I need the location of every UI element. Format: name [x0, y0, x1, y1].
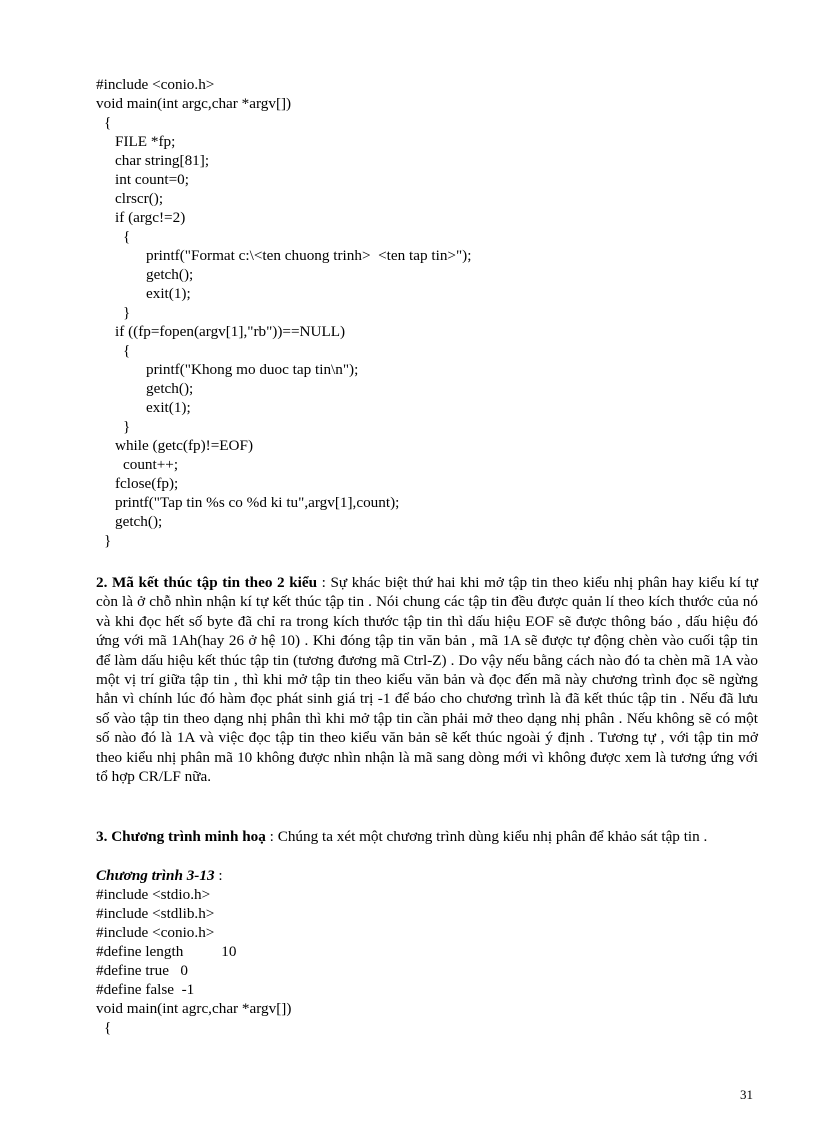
code-line: {	[104, 114, 112, 131]
code-line: while (getc(fp)!=EOF)	[115, 437, 254, 454]
code-line: #include <stdlib.h>	[96, 905, 215, 922]
code-line: count++;	[123, 456, 179, 473]
program-caption	[96, 866, 223, 885]
code-line: #include <stdio.h>	[96, 886, 211, 903]
code-line: {	[104, 1019, 112, 1036]
section-2-body: : Sự khác biệt thứ hai khi mở tập tin theo kiểu nhị phân hay kiểu kí tự còn là ở chỗ nhìn nhận kí tự kết thúc tập tin . Nói chung các tập tin đều được quản lí theo kích thước của nó và khi đọc hết số byte đã chỉ ra trong kích thước tập tin thì dấu hiệu EOF sẽ được thông báo , dấu hiệu đó ứng với mã 1Ah(hay 26 ở hệ 10) . Khi đóng tập tin văn bản , mã 1A sẽ được tự động chèn vào cuối tập tin để làm dấu hiệu kết thúc tập tin (tương đương mã Ctrl-Z) . Do vậy nếu bằng cách nào đó ta chèn mã 1A vào một vị trí giữa tập tin , thì khi mở tập tin theo kiểu văn bản và đọc đến mã này chương trình đọc sẽ ngừng hẳn vì chính lúc đó hàm đọc phát sinh giá trị -1 để báo cho chương trình là đã kết thúc tập tin . Nếu đã lưu số vào tập tin theo dạng nhị phân thì khi mở tập tin cần phải mở theo dạng nhị phân . Nếu không sẽ có một số nào đó là 1A và việc đọc tập tin theo kiểu văn bản sẽ kết thúc ngoài ý định . Tương tự , với tập tin mở theo kiểu nhị phân mã 10 không được nhìn nhận là mã sang dòng mới vì không được xem là tương ứng với tổ hợp CR/LF nữa.	[96, 574, 758, 786]
code-line: exit(1);	[146, 399, 191, 416]
code-line: FILE *fp;	[115, 133, 176, 150]
code-line: int count=0;	[115, 171, 189, 188]
page-number: 31	[740, 1087, 753, 1102]
section-3-body: : Chúng ta xét một chương trình dùng kiểu nhị phân để khảo sát tập tin .	[265, 828, 708, 845]
code-line: #include <conio.h>	[96, 76, 215, 93]
program-label-suffix: :	[214, 867, 223, 884]
section-3-paragraph	[96, 827, 758, 846]
code-line: getch();	[146, 380, 194, 397]
code-line: {	[123, 228, 131, 245]
program-label: Chương trình 3-13	[96, 867, 215, 884]
code-line: void main(int agrc,char *argv[])	[96, 1000, 292, 1017]
code-line: printf("Format c:\<ten chuong trinh> <ten tap tin>");	[146, 247, 472, 264]
section-2-paragraph	[96, 573, 758, 786]
code-line: exit(1);	[146, 285, 191, 302]
code-line: getch();	[146, 266, 194, 283]
code-line: char string[81];	[115, 152, 210, 169]
code-line: }	[123, 418, 131, 435]
code-line: void main(int argc,char *argv[])	[96, 95, 292, 112]
code-line: printf("Khong mo duoc tap tin\n");	[146, 361, 359, 378]
code-line: if (argc!=2)	[115, 209, 186, 226]
code-line: fclose(fp);	[115, 475, 179, 492]
code-line: #include <conio.h>	[96, 924, 215, 941]
section-3-heading: 3. Chương trình minh hoạ	[96, 828, 266, 845]
section-2-heading: 2. Mã kết thúc tập tin theo 2 kiểu	[96, 574, 318, 591]
code-line: {	[123, 342, 131, 359]
code-line: #define length 10	[96, 943, 237, 960]
code-line: getch();	[115, 513, 163, 530]
code-line: #define false -1	[96, 981, 195, 998]
code-line: }	[123, 304, 131, 321]
code-line: #define true 0	[96, 962, 188, 979]
code-line: }	[104, 532, 112, 549]
code-line: clrscr();	[115, 190, 164, 207]
code-line: if ((fp=fopen(argv[1],"rb"))==NULL)	[115, 323, 346, 340]
code-line: printf("Tap tin %s co %d ki tu",argv[1],count);	[115, 494, 400, 511]
